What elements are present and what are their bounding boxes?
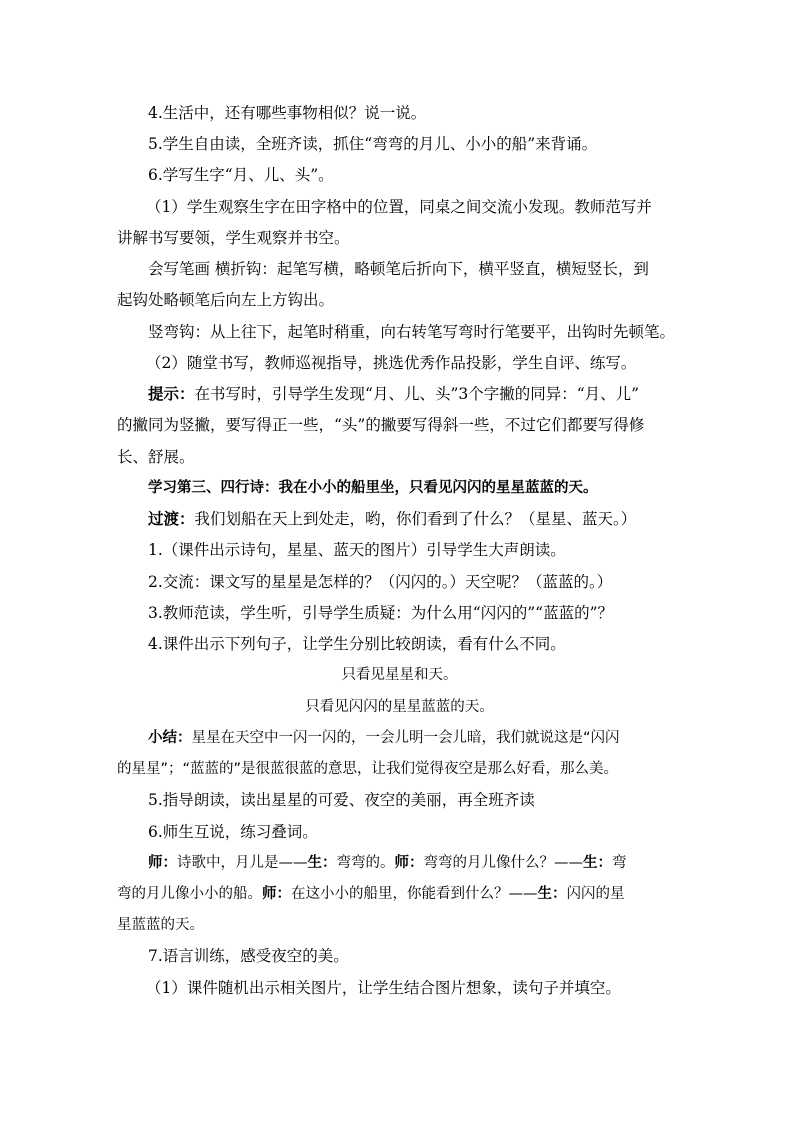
paragraph-line: 1.（课件出示诗句，星星、蓝天的图片）引导学生大声朗读。: [148, 541, 566, 559]
paragraph-line: 6.师生互说，练习叠词。: [148, 823, 318, 841]
dialogue-line: 星蓝蓝的天。: [117, 917, 204, 933]
dialogue-text: 弯的月儿像小小的船。: [117, 886, 262, 902]
paragraph-line: 5.学生自由读，全班齐读，抓住“弯弯的月儿、小小的船”来背诵。: [148, 135, 598, 153]
student-label: 生：: [537, 886, 567, 902]
paragraph-line: 3.教师范读，学生听，引导学生质疑：为什么用“闪闪的”“蓝蓝的”？: [148, 604, 613, 622]
transition-paragraph: [148, 509, 713, 529]
tip-label: 提示：: [148, 384, 195, 403]
tip-paragraph: [148, 384, 713, 404]
paragraph-line: 4.生活中，还有哪些事物相似？说一说。: [148, 104, 427, 122]
paragraph-line: 2.交流：课文写的星星是怎样的？（闪闪的。）天空呢？（蓝蓝的。）: [148, 573, 613, 591]
paragraph-line: 会写笔画 横折钩：起笔写横，略顿笔后折向下，横平竖直，横短竖长，到: [148, 260, 649, 278]
teacher-label: 师：: [148, 855, 177, 871]
dialogue-text: 弯弯的月儿像什么？——: [423, 855, 583, 871]
paragraph-text: 星星在天空中一闪一闪的，一会儿明一会儿暗，我们就说这是“闪闪: [191, 730, 620, 746]
paragraph-line: （1）学生观察生字在田字格中的位置，同桌之间交流小发现。教师范写并: [146, 198, 652, 216]
example-sentence: 只看见星星和天。: [341, 667, 458, 683]
teacher-label: 师：: [262, 886, 291, 902]
paragraph-line: 4.课件出示下列句子，让学生分别比较朗读，看有什么不同。: [148, 635, 566, 653]
dialogue-line: [117, 884, 682, 904]
paragraph-line: 7.语言训练，感受夜空的美。: [148, 947, 349, 965]
transition-label: 过渡：: [148, 509, 195, 528]
paragraph-line: 6.学写生字“月、儿、头”。: [148, 166, 334, 184]
summary-label: 小结：: [148, 730, 192, 746]
dialogue-text: 弯: [612, 855, 627, 871]
paragraph-line: 的星星”；“蓝蓝的”是很蓝很蓝的意思，让我们觉得夜空是那么好看，那么美。: [117, 761, 619, 777]
paragraph-line: 长、舒展。: [117, 448, 195, 466]
paragraph-text: 我们划船在天上到处走，哟，你们看到了什么？（星星、蓝天。）: [194, 510, 637, 528]
paragraph-text: 在书写时，引导学生发现“月、儿、头”3个字撇的同异：“月、儿”: [194, 385, 640, 403]
paragraph-line: （1）课件随机出示相关图片，让学生结合图片想象，读句子并填空。: [146, 979, 621, 997]
teacher-label: 师：: [394, 855, 424, 871]
dialogue-text: 在这小小的船里，你能看到什么？——: [291, 886, 538, 902]
dialogue-text: 闪闪的星: [566, 886, 625, 902]
dialogue-text: 诗歌中，月儿是——: [177, 855, 308, 871]
paragraph-line: 竖弯钩：从上往下，起笔时稍重，向右转笔写弯时行笔要平，出钩时先顿笔。: [148, 323, 676, 341]
paragraph-line: 起钩处略顿笔后向左上方钩出。: [117, 291, 335, 309]
paragraph-line: （2）随堂书写，教师巡视指导，挑选优秀作品投影，学生自评、练写。: [146, 354, 637, 372]
dialogue-line: [148, 853, 713, 873]
paragraph-line: 的撇同为竖撇，要写得正一些，“头”的撇要写得斜一些，不过它们都要写得修: [117, 416, 645, 434]
dialogue-text: 弯弯的。: [336, 855, 395, 871]
example-sentence: 只看见闪闪的星星蓝蓝的天。: [305, 699, 494, 715]
section-heading: 学习第三、四行诗：我在小小的船里坐，只看见闪闪的星星蓝蓝的天。: [148, 480, 598, 496]
student-label: 生：: [583, 855, 612, 871]
summary-paragraph: [148, 728, 713, 748]
paragraph-line: 讲解书写要领，学生观察并书空。: [117, 229, 350, 247]
student-label: 生：: [307, 855, 337, 871]
paragraph-line: 5.指导朗读，读出星星的可爱、夜空的美丽，再全班齐读: [148, 791, 535, 809]
